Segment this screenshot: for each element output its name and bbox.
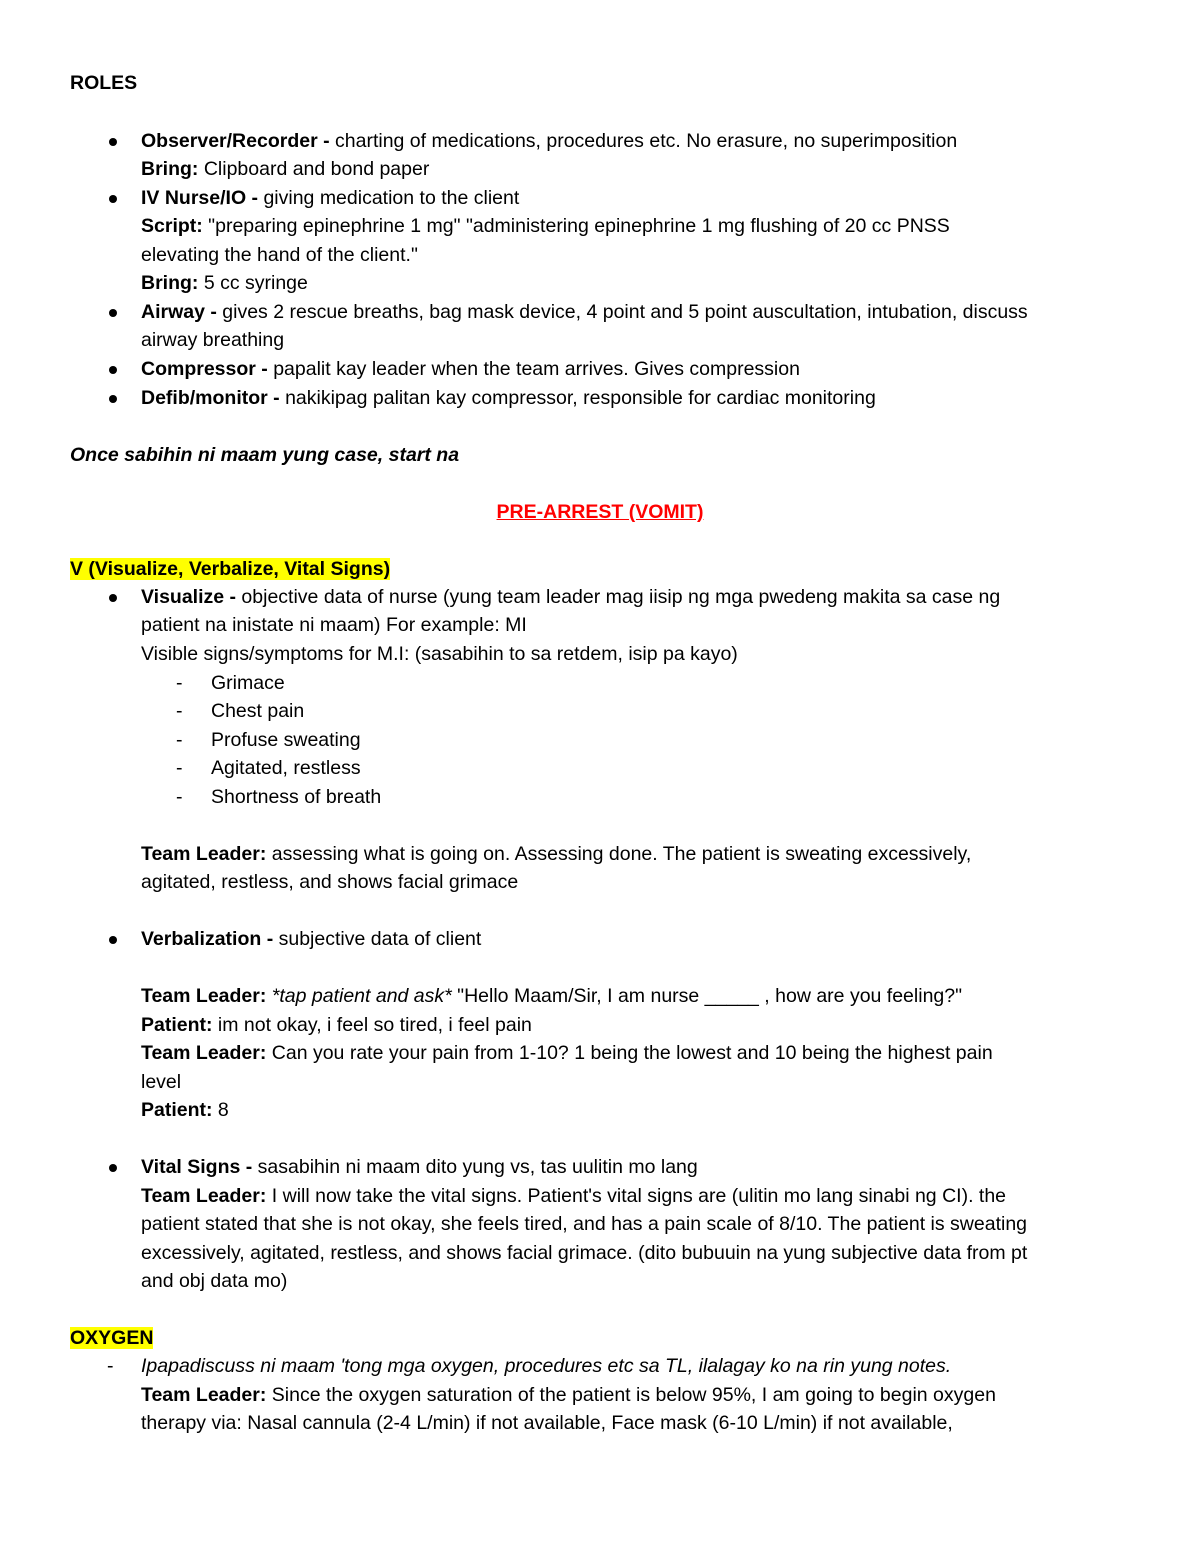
sign-item: Shortness of breath bbox=[211, 786, 382, 808]
dash-icon: - bbox=[176, 786, 183, 808]
role-observer-bring: Bring: Clipboard and bond paper bbox=[141, 158, 430, 180]
role-iv-script-cont: elevating the hand of the client." bbox=[141, 244, 418, 266]
visualize-team-leader-cont: agitated, restless, and shows facial grimace bbox=[141, 871, 519, 893]
pre-arrest-title: PRE-ARREST (VOMIT) bbox=[496, 501, 704, 523]
oxygen-team-leader: Team Leader: Since the oxygen saturation of the patient is below 95%, I am going to begin oxygen bbox=[141, 1384, 996, 1406]
dash-icon: - bbox=[176, 700, 183, 722]
bullet-icon bbox=[109, 395, 117, 403]
verbalization-item: Verbalization - subjective data of client bbox=[141, 928, 482, 950]
sign-item: Profuse sweating bbox=[211, 729, 361, 751]
verbalization-tl1: Team Leader: *tap patient and ask* "Hello Maam/Sir, I am nurse _____ , how are you feeling?" bbox=[141, 985, 963, 1007]
dash-icon: - bbox=[107, 1355, 114, 1377]
verbalization-p2: Patient: 8 bbox=[141, 1099, 229, 1121]
vital-signs-tl-cont: patient stated that she is not okay, she feels tired, and has a pain scale of 8/10. The patient is sweating bbox=[141, 1213, 1028, 1235]
sign-item: Chest pain bbox=[211, 700, 305, 722]
v-section-heading: V (Visualize, Verbalize, Vital Signs) bbox=[70, 558, 391, 580]
bullet-icon bbox=[109, 936, 117, 944]
sign-item: Grimace bbox=[211, 672, 285, 694]
visualize-signs-intro: Visible signs/symptoms for M.I: (sasabihin to sa retdem, isip pa kayo) bbox=[141, 643, 738, 665]
vital-signs-item: Vital Signs - sasabihin ni maam dito yung vs, tas uulitin mo lang bbox=[141, 1156, 698, 1178]
vital-signs-tl: Team Leader: I will now take the vital signs. Patient's vital signs are (ulitin mo lang sinabi ng CI). the bbox=[141, 1185, 1007, 1207]
dash-icon: - bbox=[176, 729, 183, 751]
verbalization-tl2-cont: level bbox=[141, 1071, 182, 1093]
start-note: Once sabihin ni maam yung case, start na bbox=[70, 444, 460, 466]
visualize-item: Visualize - objective data of nurse (yung team leader mag iisip ng mga pwedeng makita sa case ng bbox=[141, 586, 1001, 608]
oxygen-team-leader-cont: therapy via: Nasal cannula (2-4 L/min) if not available, Face mask (6-10 L/min) if not available, bbox=[141, 1412, 953, 1434]
role-observer: Observer/Recorder - charting of medications, procedures etc. No erasure, no superimposition bbox=[141, 130, 958, 152]
role-compressor: Compressor - papalit kay leader when the team arrives. Gives compression bbox=[141, 358, 800, 380]
verbalization-tl2: Team Leader: Can you rate your pain from 1-10? 1 being the lowest and 10 being the highest pain bbox=[141, 1042, 993, 1064]
bullet-icon bbox=[109, 594, 117, 602]
bullet-icon bbox=[109, 138, 117, 146]
visualize-team-leader: Team Leader: assessing what is going on. Assessing done. The patient is sweating excessively, bbox=[141, 843, 972, 865]
role-iv-nurse: IV Nurse/IO - giving medication to the client bbox=[141, 187, 520, 209]
role-airway-cont: airway breathing bbox=[141, 329, 285, 351]
bullet-icon bbox=[109, 195, 117, 203]
bullet-icon bbox=[109, 1164, 117, 1172]
sign-item: Agitated, restless bbox=[211, 757, 361, 779]
role-iv-script: Script: "preparing epinephrine 1 mg" "administering epinephrine 1 mg flushing of 20 cc PNSS bbox=[141, 215, 950, 237]
vital-signs-tl-cont: excessively, agitated, restless, and shows facial grimace. (dito bubuuin na yung subjective data from pt bbox=[141, 1242, 1028, 1264]
bullet-icon bbox=[109, 366, 117, 374]
oxygen-note: Ipapadiscuss ni maam 'tong mga oxygen, procedures etc sa TL, ilalagay ko na rin yung notes. bbox=[141, 1355, 952, 1377]
oxygen-heading: OXYGEN bbox=[70, 1327, 154, 1349]
roles-heading: ROLES bbox=[70, 72, 138, 94]
role-defib: Defib/monitor - nakikipag palitan kay compressor, responsible for cardiac monitoring bbox=[141, 387, 876, 409]
vital-signs-tl-cont: and obj data mo) bbox=[141, 1270, 288, 1292]
verbalization-p1: Patient: im not okay, i feel so tired, i feel pain bbox=[141, 1014, 532, 1036]
role-iv-bring: Bring: 5 cc syringe bbox=[141, 272, 308, 294]
role-airway: Airway - gives 2 rescue breaths, bag mask device, 4 point and 5 point auscultation, intubation, discuss bbox=[141, 301, 1028, 323]
visualize-cont: patient na inistate ni maam) For example: MI bbox=[141, 614, 527, 636]
dash-icon: - bbox=[176, 672, 183, 694]
dash-icon: - bbox=[176, 757, 183, 779]
bullet-icon bbox=[109, 309, 117, 317]
